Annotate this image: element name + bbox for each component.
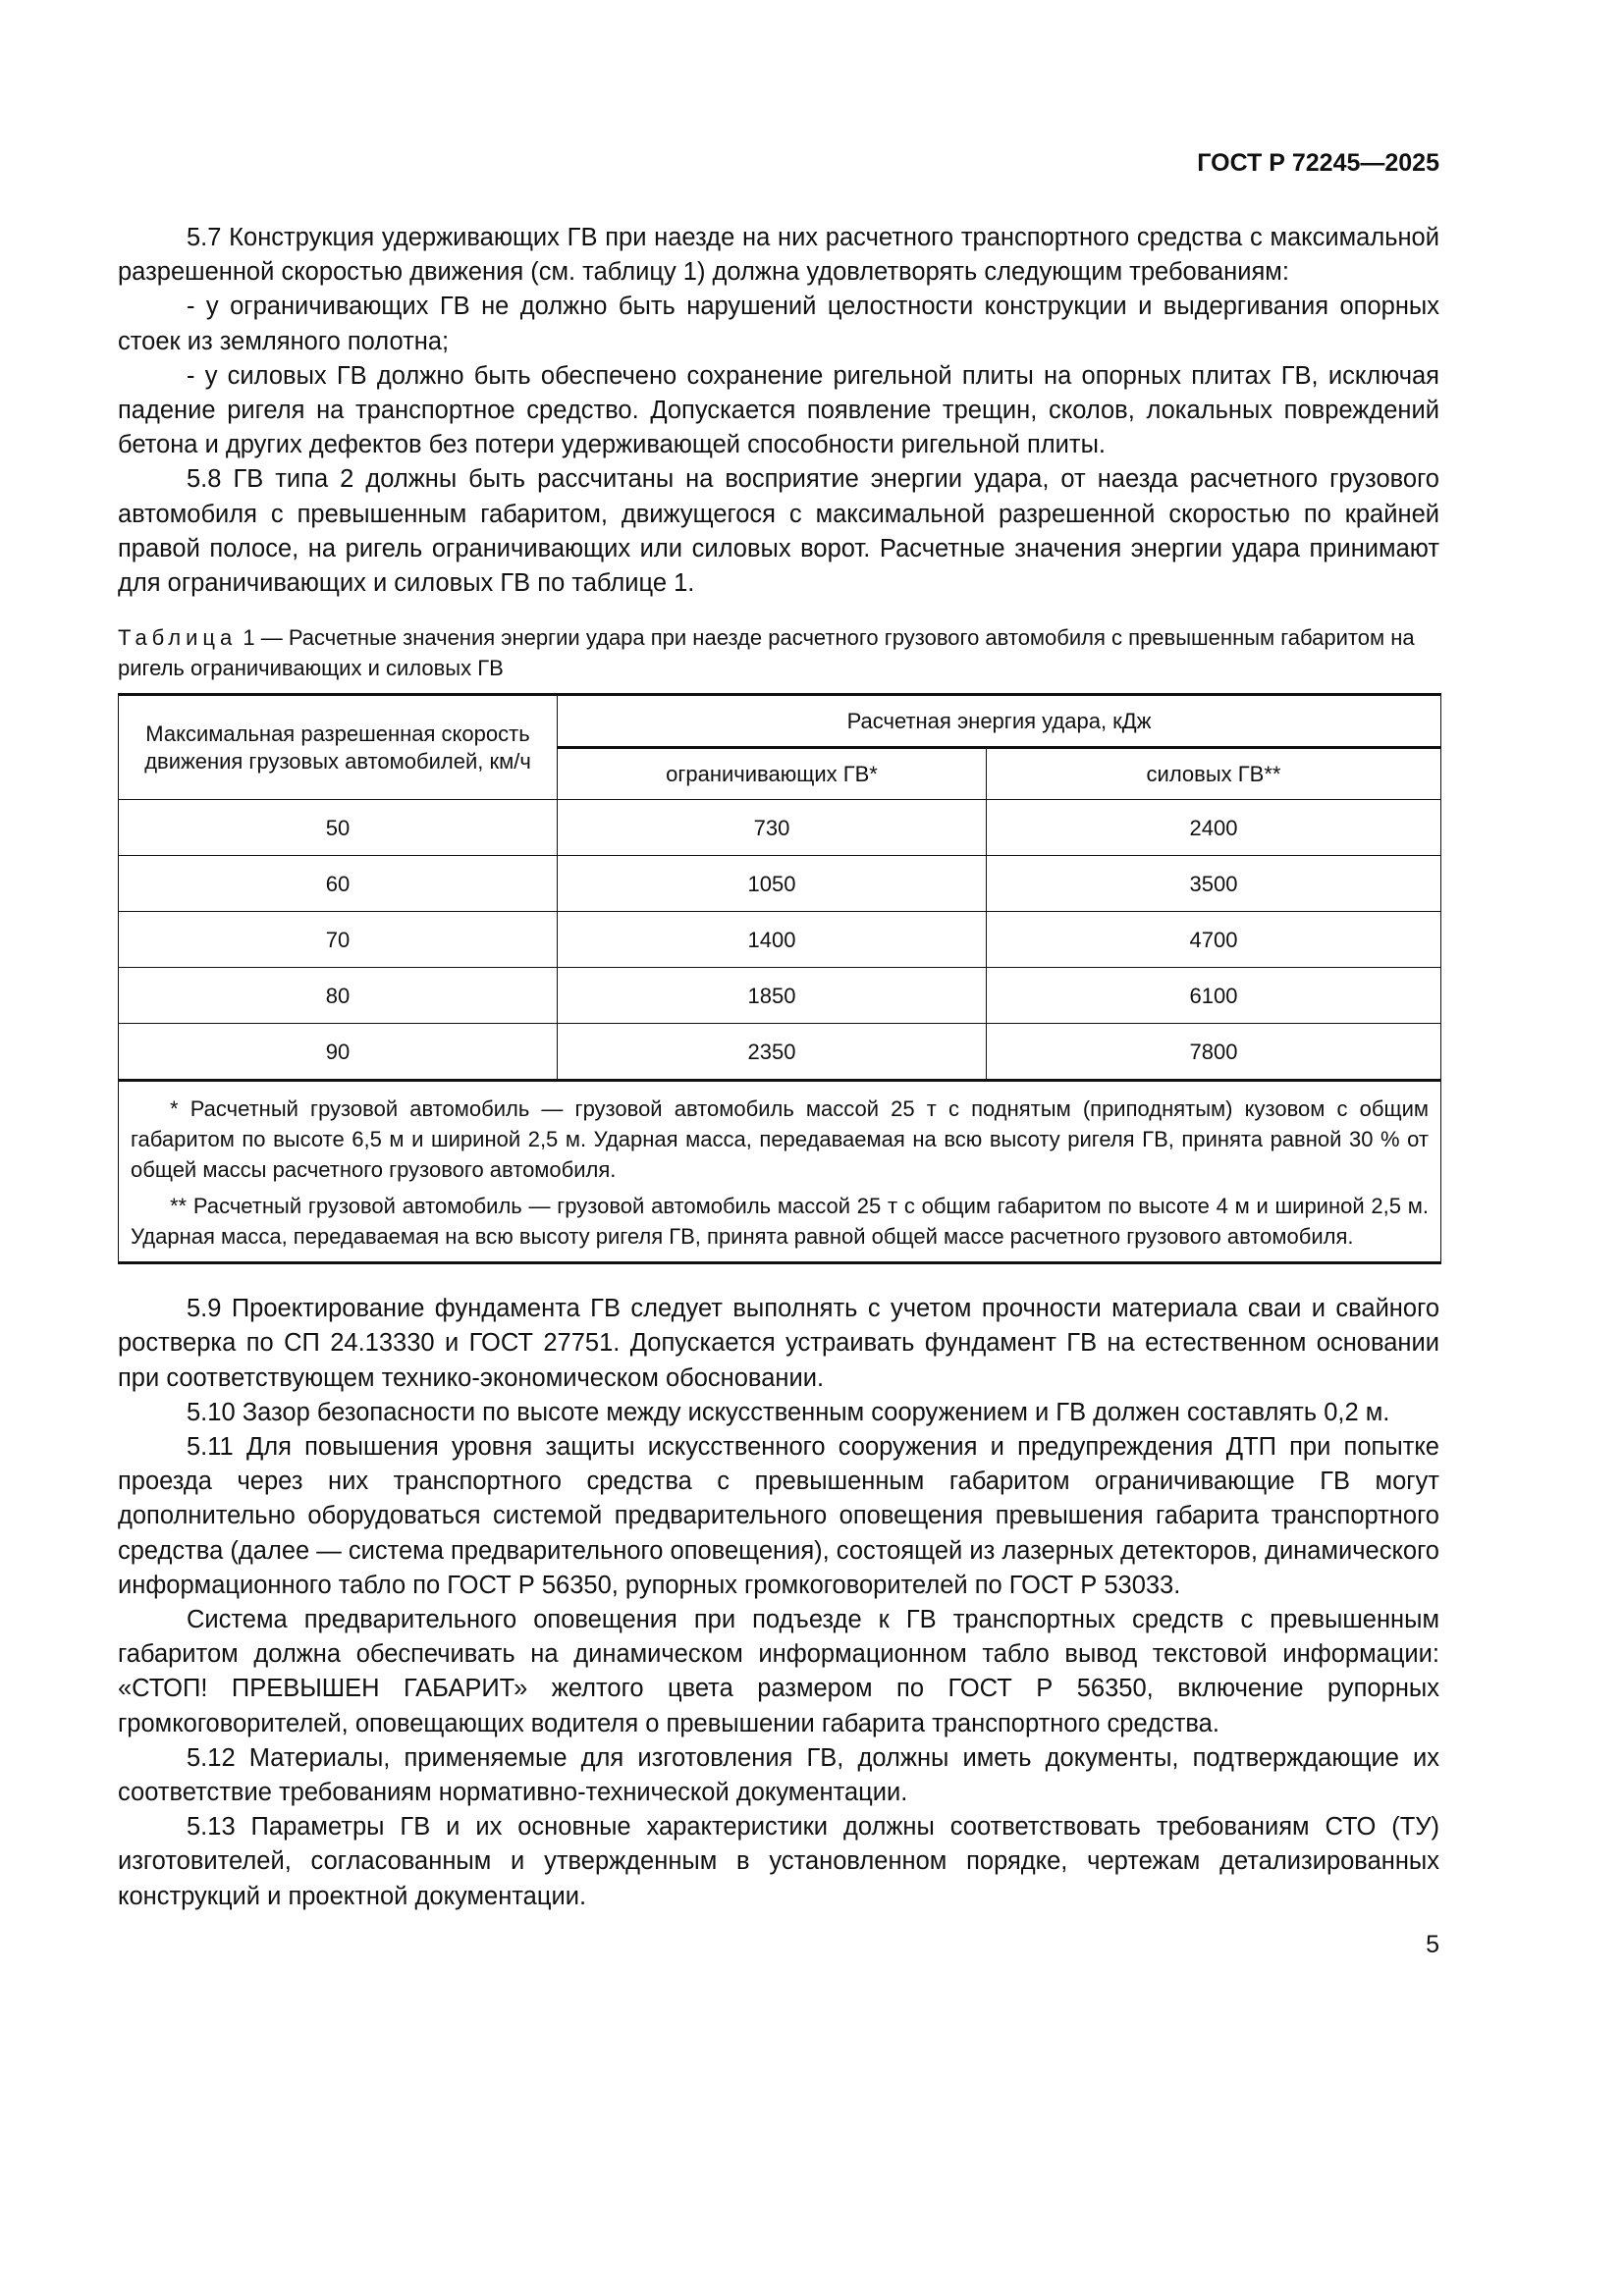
text-before-table (118, 221, 1439, 1962)
header-speed: Максимальная разрешенная скорость движения грузовых автомобилей, км/ч (119, 695, 558, 800)
footnote-1: * Расчетный грузовой автомобиль — грузовой автомобиль массой 25 т с поднятым (приподнятым) кузовом с общим габаритом по высоте 6,5 м и шириной 2,5 м. Ударная масса, передаваемая на всю высоту ригеля ГВ, принята равной 30 % от общей массы расчетного грузового автомобиля. (131, 1096, 1429, 1183)
paragraph-5-11-cont: Система предварительного оповещения при подъезде к ГВ транспортных средств с превышенным габаритом должна обеспечивать на динамическом информационном табло вывод текстовой информации: «СТОП! ПРЕВЫШЕН ГАБАРИТ» желтого цвета размером по ГОСТ Р 56350, включение рупорных громкоговорителей, оповещающих водителя о превышении габарита транспортного средства. (118, 1606, 1439, 1737)
energy-table (118, 693, 1441, 1264)
limit-energy-cell: 2350 (558, 1024, 987, 1081)
limit-energy-cell: 1850 (558, 968, 987, 1024)
power-energy-cell: 2400 (987, 800, 1441, 856)
header-power-gates: силовых ГВ** (987, 748, 1441, 800)
limit-energy-cell: 1050 (558, 856, 987, 912)
speed-cell: 60 (119, 856, 558, 912)
table-caption (118, 622, 1439, 683)
page-number: 5 (1426, 1930, 1439, 1958)
list-item: - у силовых ГВ должно быть обеспечено сохранение ригельной плиты на опорных плитах ГВ, исключая падение ригеля на транспортное средство. Допускается появление трещин, сколов, локальных повреждений бетона и других дефектов без потери удерживающей способности ригельной плиты. (118, 361, 1439, 459)
paragraph-5-7: 5.7 Конструкция удерживающих ГВ при наезде на них расчетного транспортного средства с максимальной разрешенной скоростью движения (см. таблицу 1) должна удовлетворять следующим требованиям: (118, 224, 1439, 287)
paragraph-5-11: 5.11 Для повышения уровня защиты искусственного сооружения и предупреждения ДТП при попытке проезда через них транспортного средства с превышенным габаритом ограничивающие ГВ могут дополнительно оборудоваться системой предварительного оповещения превышения габарита транспортного средства (далее — система предварительного оповещения), состоящей из лазерных детекторов, динамического информационного табло по ГОСТ Р 56350, рупорных громкоговорителей по ГОСТ Р 53033. (118, 1433, 1439, 1599)
power-energy-cell: 6100 (987, 968, 1441, 1024)
table-caption-label: Таблица (118, 625, 238, 651)
header-limit-gates: ограничивающих ГВ* (558, 748, 987, 800)
power-energy-cell: 4700 (987, 912, 1441, 968)
table-caption-text: 1 — Расчетные значения энергии удара при наезде расчетного грузового автомобиля с превышенным габаритом на ригель ограничивающих и силовых ГВ (118, 625, 1415, 681)
power-energy-cell: 3500 (987, 856, 1441, 912)
table-footnotes (119, 1081, 1441, 1263)
paragraph-5-10: 5.10 Зазор безопасности по высоте между искусственным сооружением и ГВ должен составлять 0,2 м. (187, 1398, 1390, 1426)
footnote-2: ** Расчетный грузовой автомобиль — грузовой автомобиль массой 25 т с общим габаритом по высоте 4 м и шириной 2,5 м. Ударная масса, передаваемая на всю высоту ригеля ГВ, принята равной общей массе расчетного грузового автомобиля. (131, 1194, 1429, 1250)
speed-cell: 50 (119, 800, 558, 856)
table-row (119, 1024, 1441, 1081)
list-item: - у ограничивающих ГВ не должно быть нарушений целостности конструкции и выдергивания опорных стоек из земляного полотна; (118, 293, 1439, 355)
paragraph-5-8: 5.8 ГВ типа 2 должны быть рассчитаны на восприятие энергии удара, от наезда расчетного грузового автомобиля с превышенным габаритом, движущегося с максимальной разрешенной скоростью по крайней правой полосе, на ригель ограничивающих или силовых ворот. Расчетные значения энергии удара принимают для ограничивающих и силовых ГВ по таблице 1. (118, 465, 1439, 598)
power-energy-cell: 7800 (987, 1024, 1441, 1081)
document-header: ГОСТ Р 72245—2025 (1197, 149, 1439, 177)
table-row (119, 968, 1441, 1024)
limit-energy-cell: 1400 (558, 912, 987, 968)
limit-energy-cell: 730 (558, 800, 987, 856)
table-row (119, 800, 1441, 856)
speed-cell: 80 (119, 968, 558, 1024)
table-row (119, 856, 1441, 912)
header-energy: Расчетная энергия удара, кДж (558, 695, 1441, 748)
paragraph-5-9: 5.9 Проектирование фундамента ГВ следует выполнять с учетом прочности материала сваи и свайного ростверка по СП 24.13330 и ГОСТ 27751. Допускается устраивать фундамент ГВ на естественном основании при соответствующем технико-экономическом обосновании. (118, 1295, 1439, 1392)
speed-cell: 70 (119, 912, 558, 968)
table-row (119, 912, 1441, 968)
paragraph-5-12: 5.12 Материалы, применяемые для изготовления ГВ, должны иметь документы, подтверждающие их соответствие требованиям нормативно-технической документации. (118, 1743, 1439, 1807)
speed-cell: 90 (119, 1024, 558, 1081)
paragraph-5-13: 5.13 Параметры ГВ и их основные характеристики должны соответствовать требованиям СТО (ТУ) изготовителей, согласованным и утвержденным в установленном порядке, чертежам детализированных конструкций и проектной документации. (118, 1813, 1439, 1910)
